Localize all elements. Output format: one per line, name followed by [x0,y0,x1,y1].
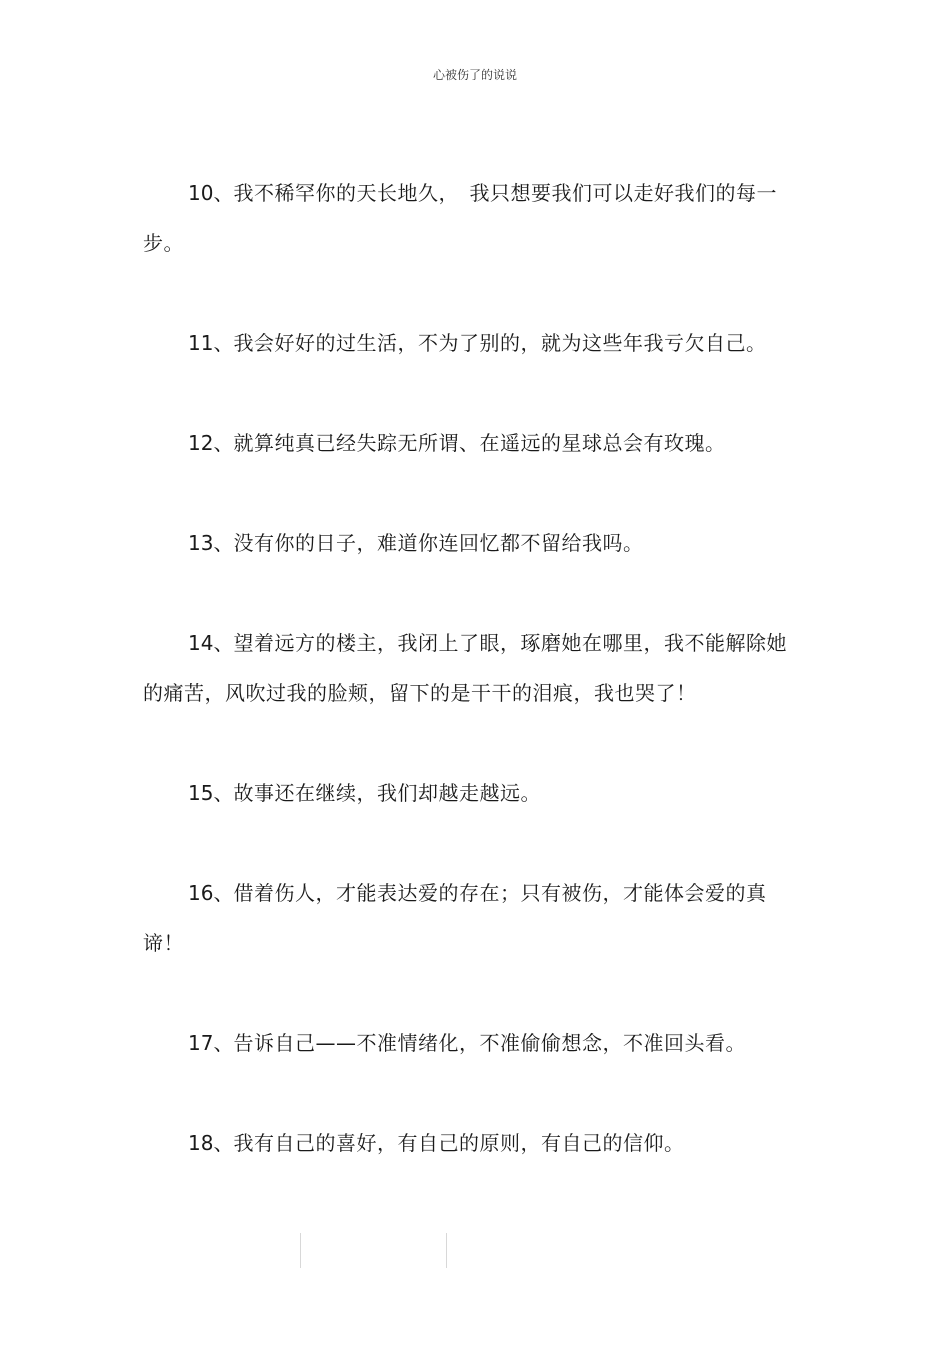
quote-text: 故事还在继续，我们却越走越远。 [233,781,541,805]
quote-item-13 [143,518,793,568]
quote-number: 17、 [188,1031,234,1055]
quote-number: 13、 [188,531,234,555]
quote-item-16 [143,868,793,968]
quote-text: 我不稀罕你的天长地久， 我只想要我们可以走好我们的每一步。 [143,181,777,255]
quote-item-10 [143,168,793,268]
quote-item-12 [143,418,793,468]
quote-text: 我有自己的喜好，有自己的原则，有自己的信仰。 [233,1131,685,1155]
page-header-title: 心被伤了的说说 [432,68,517,82]
quote-number: 12、 [188,431,234,455]
quote-item-11 [143,318,793,368]
quote-item-18 [143,1118,793,1168]
quote-number: 15、 [188,781,234,805]
quote-text: 就算纯真已经失踪无所谓、在遥远的星球总会有玫瑰。 [233,431,726,455]
quote-text: 借着伤人，才能表达爱的存在；只有被伤，才能体会爱的真谛！ [143,881,767,955]
quote-item-17 [143,1018,793,1068]
quote-number: 10、 [188,181,234,205]
quote-item-15 [143,768,793,818]
quote-text: 我会好好的过生活，不为了别的，就为这些年我亏欠自己。 [233,331,767,355]
footer-divider-right [446,1233,447,1268]
quote-list [143,168,793,1218]
quote-number: 18、 [188,1131,234,1155]
quote-number: 14、 [188,631,234,655]
quote-item-14 [143,618,793,718]
quote-text: 望着远方的楼主，我闭上了眼，琢磨她在哪里，我不能解除她的痛苦，风吹过我的脸颊，留下的是干干的泪痕，我也哭了！ [143,631,787,705]
quote-number: 16、 [188,881,234,905]
quote-text: 告诉自己——不准情绪化，不准偷偷想念，不准回头看。 [233,1031,746,1055]
quote-text: 没有你的日子，难道你连回忆都不留给我吗。 [233,531,644,555]
footer-divider-left [300,1233,301,1268]
quote-number: 11、 [188,331,234,355]
